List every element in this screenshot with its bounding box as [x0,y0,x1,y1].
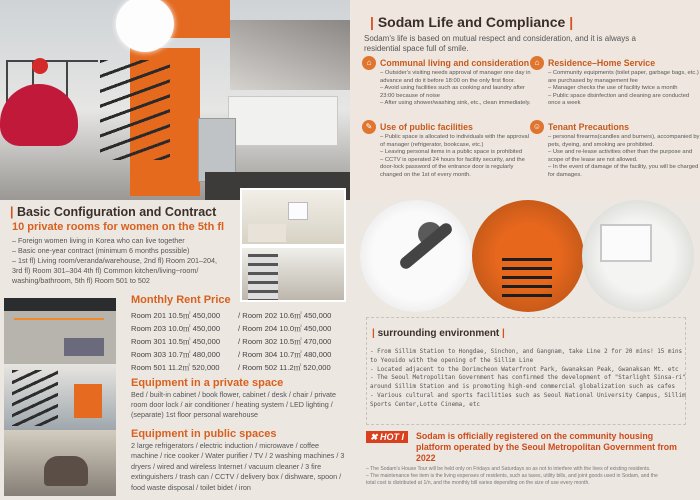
surrounding-line: to Yeouido with the opening of the Sillim Line [370,357,534,364]
surrounding-title-text: surrounding environment [377,328,500,339]
life-block-items [380,70,532,108]
surrounding-line: - From Sillim Station to Hongdae, Sinchon, and Gangnam, take Line 2 for 20 mins! 15 mins [370,349,683,355]
life-item: – Leaving personal items in a public space is prohibited [380,149,523,156]
title-bar-mark: | [10,205,14,219]
life-item: – Manager checks the use of facility twice a month [548,85,678,92]
life-block-home-service [530,56,700,108]
pendant-lamp [116,0,174,52]
room-photo-loft [240,246,346,302]
life-block-tenant-precautions [530,120,700,180]
hot-line: Sodam is officially registered on the community housing [416,431,654,441]
kitchen-cabinet [228,96,338,146]
rent-cell: / Room 302 10.5㎡ 470,000 [238,337,332,346]
surrounding-line: - Located adjacent to the Dorimcheon Waterfront Park, Gwanaksan Peak, Gwanaksan Mt. etc [370,366,679,373]
door-handle-photo [360,200,472,312]
rent-row [131,322,346,335]
life-block-items [548,70,700,108]
life-item: – Outsider's visiting needs approval of manager one day in advance and do it before 18:00 on the only first floor. [380,70,531,84]
red-sign [32,58,48,74]
basic-line: – 1st fl) Living room/veranda/warehouse, 2nd fl) Room 201–204, [12,256,217,265]
footnote-line: – The Sodam's House Tour will be held only on Fridays and Saturdays so as not to interfere with the lives of existing residents. [366,466,651,472]
basic-config-title-text: Basic Configuration and Contract [16,205,217,219]
skylight-ceiling [230,20,350,90]
surrounding-line: - The Seoul Metropolitan Government has confirmed the development of "Starlight Sinsa-ri" [370,375,686,382]
rent-title: Monthly Rent Price [131,294,231,306]
surrounding-line: around Sillim Station and is promoting high-end commercial globalization such as cafes [370,384,675,391]
rent-table [131,309,346,374]
life-item: – After using shower/washing sink, etc., clean immediately. [380,100,531,107]
life-compliance-title [370,14,573,30]
life-item: – personal firearms(candles and burners), accompanied by pets, dyeing, and smoking are prohibited. [548,134,700,148]
staircase [12,370,58,426]
life-item: – Avoid using facilities such as cooking and laundry after 23:00 because of noise [380,85,525,99]
public-equipment-list: 2 large refrigerators / electric induction / microwave / coffee machine / rice cooker / Water purifier / TV / 2 washing machines / 3 dryers / wired and wireless Internet / vacuum cleaner / 3 fire extinguishers / trash can / CCTV / delivery box / dishware, spoon / food waste disposal / toilet bidet / iron [131,441,345,492]
rent-cell: Room 301 10.5㎡ 450,000 [131,337,221,346]
loft-stairs [248,254,278,300]
white-room-photo [582,200,694,312]
life-block-heading: Residence–Home Service [548,58,656,68]
surrounding-list [370,348,686,410]
basic-config-subtitle: 10 private rooms for women on the 5th fl [12,221,225,233]
surrounding-title [372,328,505,339]
footnotes [366,466,696,487]
basic-line: – Foreign women living in Korea who can live together [12,236,185,245]
rent-row [131,348,346,361]
staircase [502,258,552,302]
rent-row [131,361,346,374]
private-equipment-list: Bed / built-in cabinet / book flower, cabinet / desk / chair / private room door lock / air conditioner / heating system / LED lighting / (separate) 1st floor personal warehouse [131,390,336,419]
footnote-line: – The maintenance fee item is the living expenses of residents, such as taxes, utility bills, and joint goods used in Sodam, and the [366,473,658,479]
bed [248,224,286,242]
life-block-heading: Communal living and consideration [380,58,530,68]
orange-wall [74,384,102,418]
stair-hall-photo [4,364,116,430]
title-bar-mark-end: | [569,14,574,30]
person-icon: ☺ [530,120,544,134]
basic-config-list [12,236,237,286]
rent-cell: / Room 502 11.2㎡ 520,000 [238,363,331,372]
life-intro: Sodam's life is based on mutual respect and consideration, and it is always a residential space full of smile. [364,34,636,53]
house-icon: ⌂ [530,56,544,70]
life-block-public-facilities [362,120,532,180]
residents [44,456,88,486]
life-block-head [530,120,700,134]
sofa [64,338,104,356]
basic-config-title [10,205,216,219]
rent-cell: / Room 204 10.0㎡ 450,000 [238,324,332,333]
life-block-head [530,56,700,70]
life-block-heading: Use of public facilities [380,122,473,132]
basic-line: 3rd fl) Room 301–304 4th fl) Common kitchen/living~room/ [12,266,199,275]
orange-rail [14,318,104,320]
hot-badge: ✖ HOT I [366,431,408,443]
rent-cell: / Room 304 10.7㎡ 480,000 [238,350,332,359]
life-block-head [362,120,532,134]
room-photo-bedroom [240,188,346,246]
title-bar-mark: | [372,328,375,339]
life-item: – Use and re-lease activities other than the purpose and scope of the lease are not allowed. [548,149,693,163]
rent-cell: / Room 202 10.6㎡ 450,000 [238,311,332,320]
life-block-head [362,56,532,70]
basic-line: – Basic one-year contract (minimum 6 months possible) [12,246,190,255]
rent-cell: Room 303 10.7㎡ 480,000 [131,350,221,359]
life-item: – Community equipments (toilet paper, garbage bags, etc.) are purchased by management fee [548,70,699,84]
life-block-heading: Tenant Precautions [548,122,629,132]
life-item: – CCTV is operated 24 hours for facility security, and the door-lock password of the entrance door is regularly changed on the 1st of every month. [380,156,525,178]
rent-cell: Room 201 10.5㎡ 450,000 [131,311,221,320]
basic-line: washing/bathroom, 5th fl) Room 501 to 502 [12,276,150,285]
staircase [100,60,170,160]
footnote-line: total cost is distributed at 1/n, and the monthly bill varies depending on the size of use every month. [366,480,590,486]
surrounding-line: Sports Center,Lotte Cinema, etc [370,401,480,408]
orange-stair-photo [472,200,584,312]
residents-photo [4,430,116,496]
public-equipment-title: Equipment in public spaces [131,428,277,440]
window [288,202,308,220]
hot-line: platform operated by the Seoul Metropolitan Government from 2022 [416,442,677,463]
rent-cell: Room 203 10.0㎡ 450,000 [131,324,221,333]
living-room-photo [4,298,116,364]
home-icon: ⌂ [362,56,376,70]
hot-announcement [416,431,696,464]
title-bar-mark-end: | [502,328,505,339]
title-bar-mark: | [370,14,374,30]
life-block-items [548,134,700,180]
rent-row [131,309,346,322]
window [600,224,652,262]
life-item: – Public space is allocated to individuals with the approval of manager (refrigerator, bookcase, etc.) [380,134,529,148]
life-title-text: Sodam Life and Compliance [377,14,566,30]
hero-interior-photo [0,0,350,200]
life-item: – Public space disinfection and cleaning are conducted once a week [548,92,690,107]
private-equipment-title: Equipment in a private space [131,377,284,389]
life-block-communal [362,56,532,108]
rent-cell: Room 501 11.2㎡ 520,000 [131,363,220,372]
rent-row [131,335,346,348]
life-item: – In the event of damage of the facility, you will be charged for damages. [548,164,699,178]
life-block-items [380,134,532,180]
surrounding-line: - Various cultural and sports facilities such as Seoul National University Campus, Sillim [370,392,686,399]
wrench-icon: ✎ [362,120,376,134]
